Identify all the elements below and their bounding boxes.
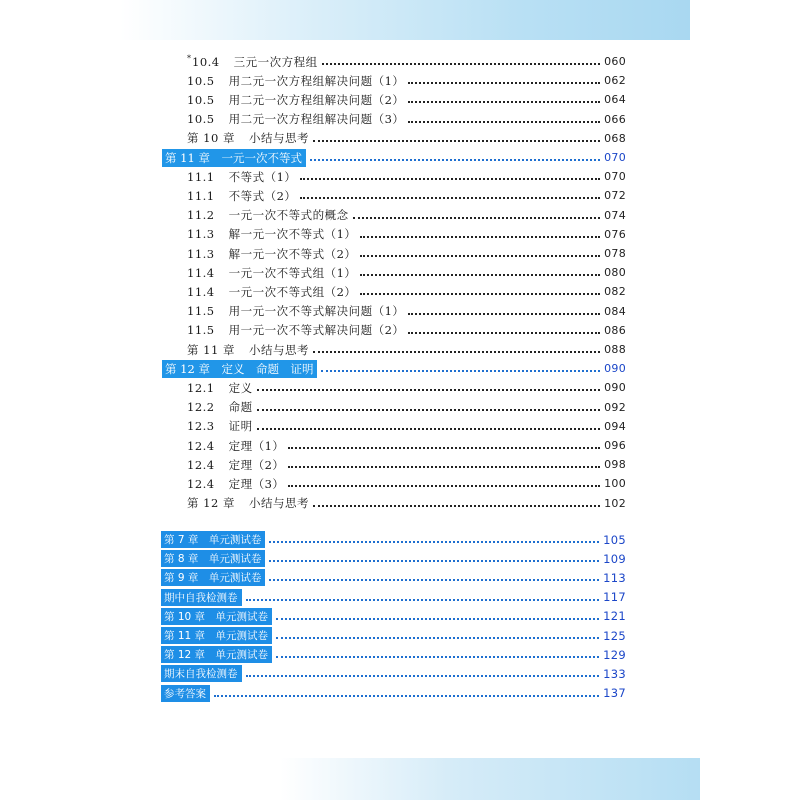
section-title: 用一元一次不等式解决问题（1） — [228, 304, 405, 319]
page-number: 070 — [604, 170, 626, 184]
section-title: 一元一次不等式组（1） — [228, 265, 357, 280]
test-paper-row[interactable] — [161, 664, 626, 683]
entry-lead — [187, 92, 404, 108]
dot-leader — [360, 273, 600, 276]
dot-leader — [288, 465, 600, 468]
entry-lead — [187, 322, 404, 338]
section-title: 不等式（1） — [228, 169, 297, 184]
page-number: 133 — [603, 666, 626, 681]
test-paper-label: 第 9 章 单元测试卷 — [161, 569, 265, 586]
toc-entry-row[interactable] — [187, 225, 626, 244]
chapter-heading-text: 第 11 章 一元一次不等式 — [165, 150, 302, 165]
chapter-heading-row[interactable] — [162, 148, 626, 167]
test-paper-label: 第 8 章 单元测试卷 — [161, 550, 265, 567]
dot-leader — [313, 139, 600, 142]
dot-leader — [353, 216, 600, 219]
entry-lead — [187, 457, 284, 473]
toc-entry-row[interactable] — [187, 455, 626, 474]
entry-lead — [187, 265, 356, 281]
dot-leader — [246, 598, 600, 601]
dot-leader — [408, 81, 600, 84]
section-number: 11.5 — [187, 323, 215, 338]
entry-lead — [187, 438, 284, 454]
entry-lead — [187, 226, 356, 242]
section-title: 定理（3） — [228, 476, 285, 491]
section-number: 12.1 — [187, 380, 215, 395]
section-title: 三元一次方程组 — [233, 54, 318, 69]
test-paper-label: 第 11 章 单元测试卷 — [161, 627, 272, 644]
section-number: 10.4 — [192, 54, 220, 69]
entry-lead — [187, 130, 309, 146]
section-number: 12.3 — [187, 419, 215, 434]
entry-lead — [187, 73, 404, 89]
dot-leader — [360, 254, 600, 257]
page-number: 080 — [604, 266, 626, 280]
entry-lead — [187, 207, 349, 223]
page-number: 062 — [604, 74, 626, 88]
chapter-heading — [162, 360, 317, 378]
test-paper-row[interactable] — [161, 549, 626, 568]
toc-entry-row[interactable] — [187, 340, 626, 359]
entry-lead — [187, 418, 253, 434]
optional-mark: * — [187, 53, 191, 63]
entry-lead — [187, 169, 296, 185]
page-number: 078 — [604, 247, 626, 260]
dot-leader — [257, 408, 600, 411]
dot-leader — [269, 559, 599, 562]
toc-entry-row[interactable] — [187, 263, 626, 282]
toc-entry-row[interactable] — [187, 474, 626, 493]
page-number: 109 — [603, 551, 626, 566]
page-number: 076 — [604, 227, 626, 241]
page-number: 060 — [604, 55, 626, 68]
section-number: 11.3 — [187, 227, 215, 242]
entry-lead — [187, 246, 356, 262]
section-number: 11.3 — [187, 246, 215, 261]
toc-entry-row[interactable] — [187, 282, 626, 301]
test-paper-label: 期末自我检测卷 — [161, 665, 242, 682]
test-paper-row[interactable] — [161, 607, 626, 626]
page-number: 125 — [603, 628, 626, 643]
page-number: 068 — [604, 131, 626, 145]
page-number: 102 — [604, 496, 626, 510]
toc-entry-row[interactable] — [187, 167, 626, 186]
toc-entry-row[interactable] — [187, 302, 626, 321]
section-number: 12.2 — [187, 400, 215, 415]
dot-leader — [276, 636, 599, 639]
section-title: 定义 — [228, 380, 253, 395]
toc-entry-row[interactable] — [187, 206, 626, 225]
section-title: 用二元一次方程组解决问题（2） — [228, 92, 405, 107]
toc-entry-row[interactable] — [187, 378, 626, 397]
dot-leader — [214, 694, 599, 697]
section-title: 小结与思考 — [248, 131, 309, 146]
test-paper-row[interactable] — [161, 588, 626, 607]
section-title: 解一元一次不等式（1） — [228, 227, 357, 242]
entry-lead — [187, 54, 318, 70]
page-number: 082 — [604, 285, 626, 299]
page-number: 105 — [603, 532, 626, 547]
dot-leader — [321, 369, 600, 372]
chapter-heading-row[interactable] — [162, 359, 626, 378]
section-title: 证明 — [228, 419, 253, 434]
entry-lead — [187, 380, 253, 396]
page-number: 100 — [604, 477, 626, 491]
dot-leader — [300, 196, 600, 199]
page-number: 092 — [604, 400, 626, 414]
dot-leader — [288, 484, 600, 487]
page-number: 090 — [604, 381, 626, 395]
section-title: 小结与思考 — [248, 496, 309, 511]
dot-leader — [288, 446, 600, 449]
entry-lead — [187, 111, 404, 127]
section-number: 12.4 — [187, 438, 215, 453]
entry-lead — [187, 399, 253, 415]
section-number: 10.5 — [187, 92, 215, 107]
entry-lead — [187, 495, 309, 511]
page-number: 121 — [603, 609, 626, 624]
entry-lead — [187, 303, 404, 319]
dot-leader — [360, 292, 600, 295]
toc-entry-row[interactable] — [187, 71, 626, 90]
entry-lead — [187, 284, 356, 300]
test-paper-row[interactable] — [161, 568, 626, 587]
section-number: 11.4 — [187, 265, 215, 280]
page-number: 088 — [604, 343, 626, 356]
section-number: 第 12 章 — [187, 496, 235, 511]
entry-lead — [187, 476, 284, 492]
dot-leader — [269, 540, 599, 543]
test-paper-label: 参考答案 — [161, 685, 210, 702]
page-number: 072 — [604, 189, 626, 203]
page-number: 096 — [604, 439, 626, 452]
dot-leader — [322, 62, 600, 65]
section-number: 11.1 — [187, 188, 215, 203]
toc-entry-row[interactable] — [187, 90, 626, 109]
section-title: 用二元一次方程组解决问题（3） — [228, 112, 405, 127]
section-title: 解一元一次不等式（2） — [228, 246, 357, 261]
toc-entry-row[interactable] — [187, 110, 626, 129]
page-number: 074 — [604, 208, 626, 222]
page-number: 066 — [604, 112, 626, 126]
page-number: 098 — [604, 458, 626, 472]
dot-leader — [408, 331, 600, 334]
test-paper-label: 第 10 章 单元测试卷 — [161, 608, 272, 625]
page-number: 137 — [603, 686, 626, 701]
toc-entry-row[interactable] — [187, 417, 626, 436]
section-number: 10.5 — [187, 112, 215, 127]
section-title: 一元一次不等式组（2） — [228, 284, 357, 299]
section-number: 第 11 章 — [187, 342, 235, 357]
toc-entry-row[interactable] — [187, 244, 626, 263]
test-paper-label: 第 7 章 单元测试卷 — [161, 531, 265, 548]
test-paper-label: 期中自我检测卷 — [161, 589, 242, 606]
section-title: 定理（2） — [228, 457, 285, 472]
toc-entry-row[interactable] — [187, 494, 626, 513]
test-paper-row[interactable] — [161, 530, 626, 549]
dot-leader — [276, 617, 599, 620]
dot-leader — [313, 350, 600, 353]
section-number: 第 10 章 — [187, 131, 235, 146]
page-number: 117 — [603, 590, 626, 605]
section-number: 11.1 — [187, 169, 215, 184]
section-title: 定理（1） — [228, 438, 285, 453]
dot-leader — [246, 674, 600, 677]
entry-lead — [187, 188, 296, 204]
section-title: 用二元一次方程组解决问题（1） — [228, 73, 405, 88]
chapter-heading-text: 第 12 章 定义 命题 证明 — [165, 361, 314, 376]
section-number: 11.2 — [187, 208, 215, 223]
toc-entry-row[interactable] — [187, 129, 626, 148]
page-number: 064 — [604, 93, 626, 107]
section-number: 10.5 — [187, 73, 215, 88]
dot-leader — [408, 100, 600, 103]
section-title: 小结与思考 — [248, 342, 309, 357]
toc-entry-row[interactable] — [187, 398, 626, 417]
section-title: 不等式（2） — [228, 188, 297, 203]
page-number: 090 — [604, 362, 626, 376]
section-number: 12.4 — [187, 476, 215, 491]
dot-leader — [257, 427, 600, 430]
section-title: 用一元一次不等式解决问题（2） — [228, 323, 405, 338]
page-number: 070 — [604, 151, 626, 164]
section-number: 12.4 — [187, 457, 215, 472]
test-paper-label: 第 12 章 单元测试卷 — [161, 646, 272, 663]
toc-entry-row[interactable] — [187, 321, 626, 340]
page-number: 129 — [603, 647, 626, 662]
toc-entry-row[interactable] — [187, 436, 626, 455]
test-paper-row[interactable] — [161, 684, 626, 703]
section-number: 11.5 — [187, 304, 215, 319]
dot-leader — [408, 120, 600, 123]
dot-leader — [257, 388, 600, 391]
dot-leader — [360, 235, 600, 238]
toc-entry-row[interactable] — [187, 52, 626, 71]
dot-leader — [310, 158, 600, 161]
dot-leader — [276, 655, 599, 658]
toc-entry-row[interactable] — [187, 186, 626, 205]
page-number: 084 — [604, 304, 626, 318]
page-number: 094 — [604, 419, 626, 433]
page-number: 086 — [604, 323, 626, 337]
section-title: 命题 — [228, 400, 253, 415]
dot-leader — [300, 177, 600, 180]
dot-leader — [269, 578, 599, 581]
section-title: 一元一次不等式的概念 — [228, 208, 349, 223]
dot-leader — [313, 504, 600, 507]
chapter-heading — [162, 149, 306, 167]
entry-lead — [187, 342, 309, 358]
page-number: 113 — [603, 570, 626, 585]
dot-leader — [408, 312, 600, 315]
section-number: 11.4 — [187, 284, 215, 299]
test-paper-row[interactable] — [161, 626, 626, 645]
test-paper-row[interactable] — [161, 645, 626, 664]
